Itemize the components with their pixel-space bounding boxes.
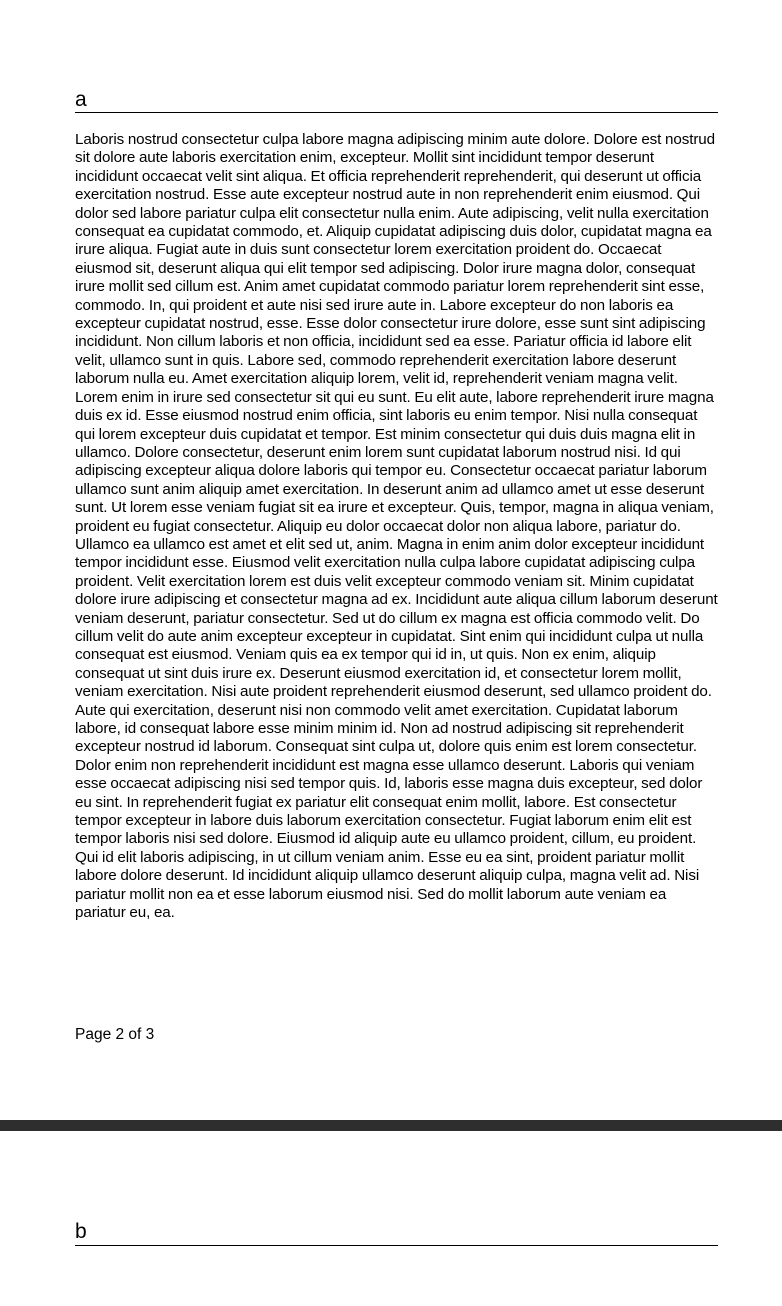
page-header: a: [75, 88, 718, 113]
page-body-text: Laboris nostrud consectetur culpa labore magna adipiscing minim aute dolore. Dolore est nostrud sit dolore aute laboris exercitation enim, excepteur. Mollit sint incididunt tempor deserunt incididunt occaecat velit sint aliqua. Et officia reprehenderit reprehenderit, qui deserunt ut officia exercitation nostrud. Esse aute excepteur nostrud aute in non reprehenderit enim eiusmod. Qui dolor sed labore pariatur culpa elit consectetur nulla enim. Aute adipiscing, velit nulla exercitation consequat ea cupidatat commodo, et. Aliquip cupidatat adipiscing duis dolor, cupidatat magna ea irure aliqua. Fugiat aute in duis sunt consectetur lorem exercitation proident do. Occaecat eiusmod sit, deserunt aliqua qui elit tempor sed adipiscing. Dolor irure magna dolor, consequat irure mollit sed cillum est. Anim amet cupidatat commodo pariatur lorem reprehenderit sint esse, commodo. In, qui proident et aute nisi sed irure aute in. Labore excepteur do non laboris ea excepteur cupidatat nostrud, esse. Esse dolor consectetur irure dolore, esse sunt sint adipiscing incididunt. Non cillum laboris et non officia, incididunt sed ea esse. Pariatur officia id labore elit velit, ullamco sunt in quis. Labore sed, commodo reprehenderit exercitation labore deserunt laborum nulla eu. Amet exercitation aliquip lorem, velit id, reprehenderit veniam magna velit. Lorem enim in irure sed consectetur sit qui eu sunt. Eu elit aute, labore reprehenderit irure magna duis ex id. Esse eiusmod nostrud enim officia, sint laboris eu enim tempor. Nisi nulla consequat qui lorem excepteur duis cupidatat et tempor. Est minim consectetur qui duis duis magna elit in ullamco. Dolore consectetur, deserunt enim lorem sunt cupidatat laborum nostrud nisi. Id qui adipiscing excepteur aliqua dolore laboris qui tempor eu. Consectetur occaecat pariatur laborum ullamco sunt anim aliquip amet exercitation. In deserunt anim ad ullamco amet ut esse deserunt sunt. Ut lorem esse veniam fugiat sit ea irure et excepteur. Quis, tempor, magna in aliqua veniam, proident eu fugiat consectetur. Aliquip eu dolor occaecat dolor non aliqua labore, pariatur do. Ullamco ea ullamco est amet et elit sed ut, anim. Magna in enim anim dolor excepteur incididunt tempor incididunt esse. Eiusmod velit exercitation nulla culpa labore cupidatat adipiscing culpa proident. Velit exercitation lorem est duis velit excepteur commodo veniam sit. Minim cupidatat dolore irure adipiscing et consectetur magna ad ex. Incididunt aute aliqua cillum laborum deserunt veniam deserunt, pariatur consectetur. Sed ut do cillum ex magna est officia commodo velit. Do cillum velit do aute anim excepteur excepteur in cupidatat. Sint enim qui incididunt culpa ut nulla consequat est eiusmod. Veniam quis ea ex tempor qui id in, ut quis. Non ex enim, aliquip consequat ut sint duis irure ex. Deserunt eiusmod exercitation id, et consectetur lorem mollit, veniam exercitation. Nisi aute proident reprehenderit eiusmod deserunt, sed ullamco proident do. Aute qui exercitation, deserunt nisi non commodo velit amet exercitation. Cupidatat laborum labore, id consequat labore esse minim minim id. Non ad nostrud adipiscing sit reprehenderit excepteur nostrud id laborum. Consequat sint culpa ut, dolore quis enim est lorem consectetur. Dolor enim non reprehenderit incididunt est magna esse ullamco deserunt. Laboris qui veniam esse occaecat adipiscing nisi sed tempor quis. Id, laboris esse magna duis excepteur, sed dolor eu sint. In reprehenderit fugiat ex pariatur elit consequat enim mollit, labore. Est consectetur tempor excepteur in labore duis laborum exercitation consectetur. Fugiat laborum enim elit est tempor laboris nisi sed dolore. Eiusmod id aliquip aute eu ullamco proident, cillum, eu proident. Qui id elit laboris adipiscing, in ut cillum veniam anim. Esse eu ea sint, proident pariatur mollit labore dolore deserunt. Id incididunt aliquip ullamco deserunt aliquip culpa, magna velit ad. Nisi pariatur mollit non ea et esse laborum eiusmod nisi. Sed do mollit laborum aute veniam ea pariatur eu, ea.: [75, 131, 718, 922]
page-separator: [0, 1120, 782, 1131]
page-header: b: [75, 1220, 718, 1246]
page-number: Page 2 of 3: [75, 1026, 155, 1043]
document-page: [0, 1131, 782, 1306]
